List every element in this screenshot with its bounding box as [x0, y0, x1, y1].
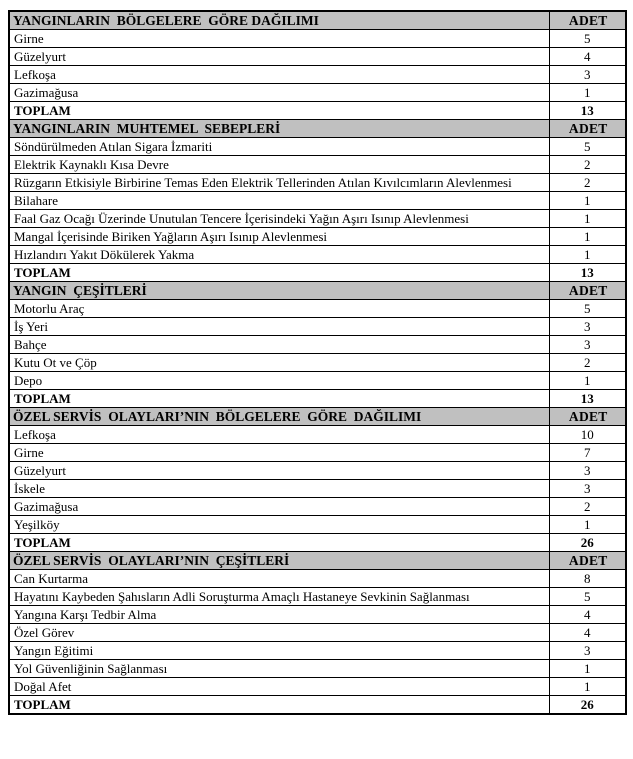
count-column-header: ADET	[549, 282, 626, 300]
table-row	[9, 138, 626, 156]
table-row	[9, 210, 626, 228]
row-count: 1	[549, 84, 626, 102]
table-row	[9, 66, 626, 84]
table-row	[9, 156, 626, 174]
statistics-table-body	[9, 11, 626, 714]
row-label: Girne	[9, 444, 549, 462]
row-label: Hızlandırı Yakıt Dökülerek Yakma	[9, 246, 549, 264]
row-label: Yol Güvenliğinin Sağlanması	[9, 660, 549, 678]
row-label: Mangal İçerisinde Biriken Yağların Aşırı Isınıp Alevlenmesi	[9, 228, 549, 246]
section-header-row	[9, 552, 626, 570]
row-count: 3	[549, 462, 626, 480]
row-count: 1	[549, 192, 626, 210]
total-row	[9, 696, 626, 715]
row-label: İş Yeri	[9, 318, 549, 336]
row-label: Lefkoşa	[9, 66, 549, 84]
section-title: YANGINLARIN MUHTEMEL SEBEPLERİ	[9, 120, 549, 138]
table-row	[9, 228, 626, 246]
table-row	[9, 300, 626, 318]
row-label: Gazimağusa	[9, 498, 549, 516]
row-count: 3	[549, 480, 626, 498]
row-count: 2	[549, 174, 626, 192]
row-count: 5	[549, 588, 626, 606]
statistics-table	[8, 10, 627, 715]
section-title: ÖZEL SERVİS OLAYLARI’NIN ÇEŞİTLERİ	[9, 552, 549, 570]
table-row	[9, 444, 626, 462]
row-label: Yangın Eğitimi	[9, 642, 549, 660]
total-count: 13	[549, 390, 626, 408]
table-row	[9, 678, 626, 696]
row-count: 1	[549, 660, 626, 678]
row-count: 3	[549, 318, 626, 336]
row-label: Girne	[9, 30, 549, 48]
total-count: 13	[549, 264, 626, 282]
table-row	[9, 84, 626, 102]
table-row	[9, 660, 626, 678]
total-label: TOPLAM	[9, 696, 549, 715]
table-row	[9, 606, 626, 624]
row-count: 5	[549, 138, 626, 156]
section-header-row	[9, 282, 626, 300]
row-label: Motorlu Araç	[9, 300, 549, 318]
count-column-header: ADET	[549, 11, 626, 30]
count-column-header: ADET	[549, 408, 626, 426]
total-row	[9, 534, 626, 552]
table-row	[9, 354, 626, 372]
row-label: Söndürülmeden Atılan Sigara İzmariti	[9, 138, 549, 156]
row-count: 1	[549, 228, 626, 246]
row-count: 8	[549, 570, 626, 588]
table-row	[9, 372, 626, 390]
table-row	[9, 462, 626, 480]
total-count: 13	[549, 102, 626, 120]
total-label: TOPLAM	[9, 102, 549, 120]
total-row	[9, 102, 626, 120]
row-count: 4	[549, 606, 626, 624]
total-label: TOPLAM	[9, 534, 549, 552]
row-count: 3	[549, 336, 626, 354]
total-count: 26	[549, 696, 626, 715]
row-label: İskele	[9, 480, 549, 498]
section-title: YANGIN ÇEŞİTLERİ	[9, 282, 549, 300]
table-row	[9, 498, 626, 516]
table-row	[9, 588, 626, 606]
row-label: Yangına Karşı Tedbir Alma	[9, 606, 549, 624]
total-row	[9, 264, 626, 282]
table-row	[9, 336, 626, 354]
row-label: Güzelyurt	[9, 462, 549, 480]
row-label: Bahçe	[9, 336, 549, 354]
row-label: Doğal Afet	[9, 678, 549, 696]
table-row	[9, 246, 626, 264]
row-count: 5	[549, 300, 626, 318]
table-row	[9, 426, 626, 444]
row-count: 1	[549, 678, 626, 696]
total-label: TOPLAM	[9, 390, 549, 408]
row-count: 4	[549, 624, 626, 642]
row-label: Hayatını Kaybeden Şahısların Adli Soruşturma Amaçlı Hastaneye Sevkinin Sağlanması	[9, 588, 549, 606]
row-label: Lefkoşa	[9, 426, 549, 444]
row-label: Özel Görev	[9, 624, 549, 642]
row-count: 2	[549, 354, 626, 372]
table-row	[9, 642, 626, 660]
table-row	[9, 516, 626, 534]
count-column-header: ADET	[549, 552, 626, 570]
row-count: 10	[549, 426, 626, 444]
section-header-row	[9, 120, 626, 138]
row-label: Faal Gaz Ocağı Üzerinde Unutulan Tencere İçerisindeki Yağın Aşırı Isınıp Alevlenmesi	[9, 210, 549, 228]
section-title: YANGINLARIN BÖLGELERE GÖRE DAĞILIMI	[9, 11, 549, 30]
row-label: Can Kurtarma	[9, 570, 549, 588]
total-label: TOPLAM	[9, 264, 549, 282]
row-count: 3	[549, 66, 626, 84]
section-header-row	[9, 11, 626, 30]
row-label: Rüzgarın Etkisiyle Birbirine Temas Eden Elektrik Tellerinden Atılan Kıvılcımların Alevlenmesi	[9, 174, 549, 192]
row-count: 4	[549, 48, 626, 66]
table-row	[9, 174, 626, 192]
row-count: 1	[549, 246, 626, 264]
table-row	[9, 48, 626, 66]
table-row	[9, 318, 626, 336]
row-label: Depo	[9, 372, 549, 390]
row-label: Güzelyurt	[9, 48, 549, 66]
row-count: 1	[549, 516, 626, 534]
total-row	[9, 390, 626, 408]
row-count: 2	[549, 498, 626, 516]
total-count: 26	[549, 534, 626, 552]
table-row	[9, 30, 626, 48]
row-count: 1	[549, 372, 626, 390]
row-count: 1	[549, 210, 626, 228]
section-title: ÖZEL SERVİS OLAYLARI’NIN BÖLGELERE GÖRE DAĞILIMI	[9, 408, 549, 426]
section-header-row	[9, 408, 626, 426]
table-row	[9, 624, 626, 642]
row-count: 2	[549, 156, 626, 174]
table-row	[9, 192, 626, 210]
row-label: Elektrik Kaynaklı Kısa Devre	[9, 156, 549, 174]
table-row	[9, 570, 626, 588]
row-label: Kutu Ot ve Çöp	[9, 354, 549, 372]
count-column-header: ADET	[549, 120, 626, 138]
row-count: 3	[549, 642, 626, 660]
row-label: Bilahare	[9, 192, 549, 210]
table-row	[9, 480, 626, 498]
row-count: 5	[549, 30, 626, 48]
row-count: 7	[549, 444, 626, 462]
row-label: Yeşilköy	[9, 516, 549, 534]
row-label: Gazimağusa	[9, 84, 549, 102]
